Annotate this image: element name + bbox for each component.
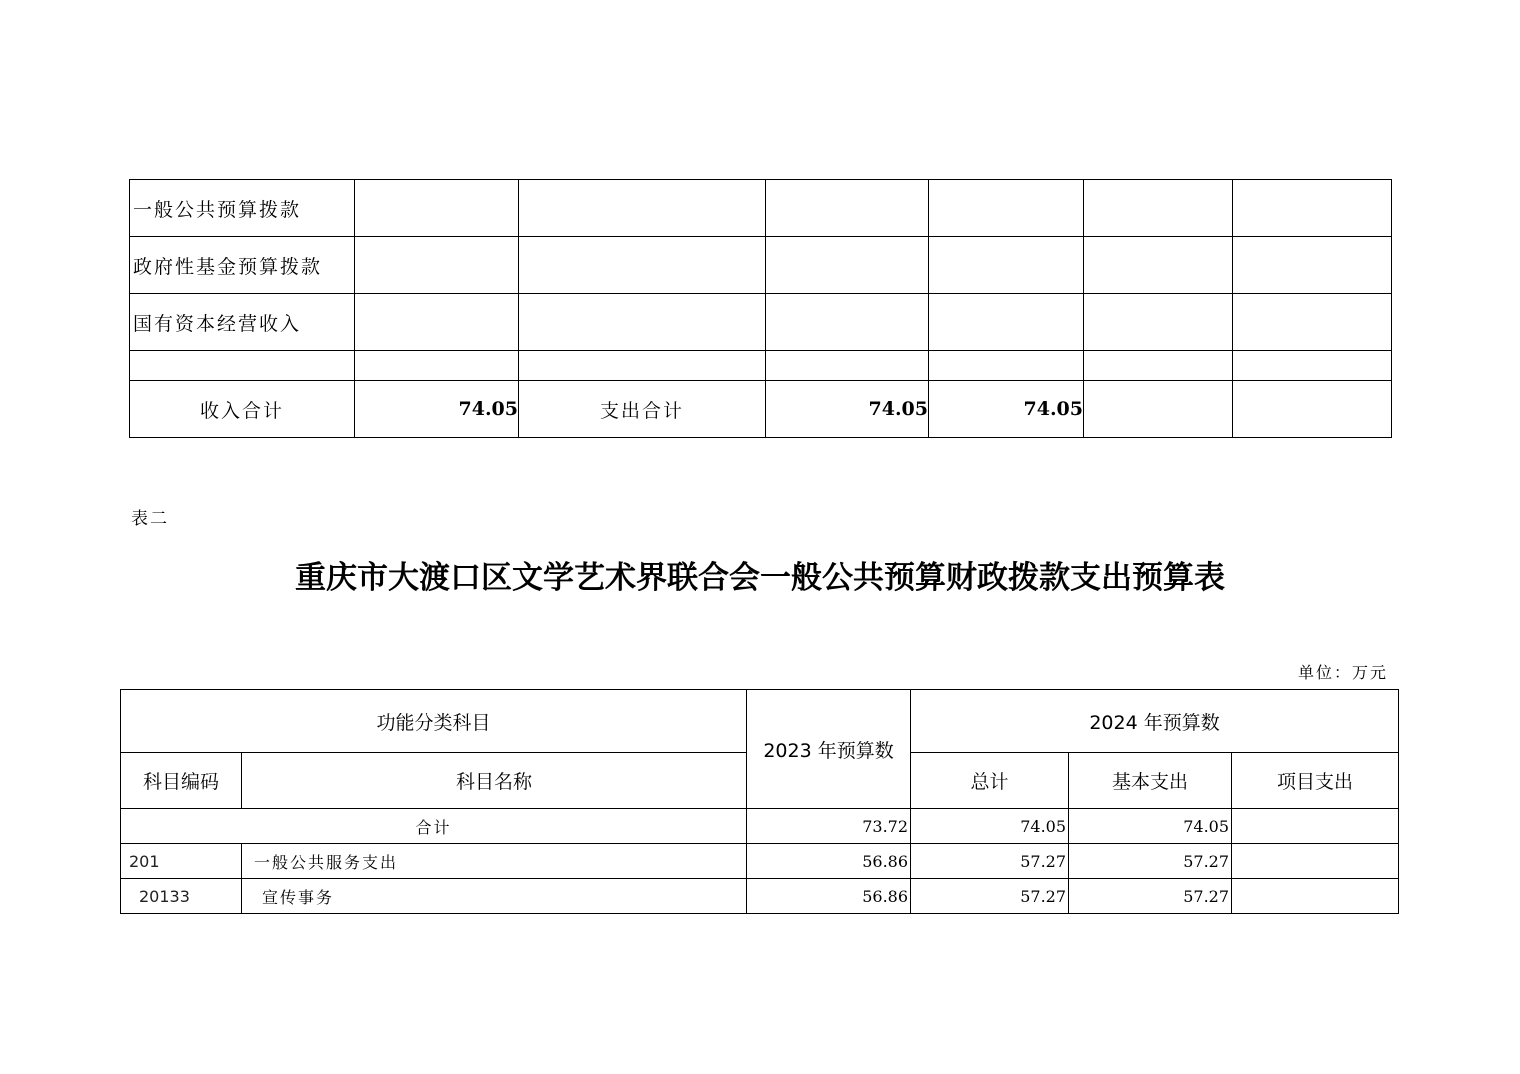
project-value bbox=[1232, 809, 1399, 844]
basic-value: 74.05 bbox=[1069, 809, 1232, 844]
subject-name: 宣传事务 bbox=[242, 879, 747, 914]
header-row bbox=[121, 690, 1399, 753]
total-header: 总计 bbox=[911, 753, 1069, 809]
table-row bbox=[130, 351, 1392, 381]
income-total-value: 74.05 bbox=[355, 381, 519, 438]
subject-name-header: 科目名称 bbox=[242, 753, 747, 809]
expense-total-value: 74.05 bbox=[766, 381, 929, 438]
subject-code: 201 bbox=[121, 844, 242, 879]
row-label bbox=[130, 351, 355, 381]
project-value bbox=[1232, 879, 1399, 914]
total-value: 57.27 bbox=[911, 879, 1069, 914]
function-category-header: 功能分类科目 bbox=[121, 690, 747, 753]
budget-2024-header: 2024 年预算数 bbox=[911, 690, 1399, 753]
table-row bbox=[130, 180, 1392, 237]
table-row bbox=[121, 879, 1399, 914]
basic-value: 57.27 bbox=[1069, 879, 1232, 914]
row-label: 一般公共预算拨款 bbox=[130, 180, 355, 237]
total-value: 74.05 bbox=[911, 809, 1069, 844]
page-title: 重庆市大渡口区文学艺术界联合会一般公共预算财政拨款支出预算表 bbox=[295, 560, 1225, 596]
total-value: 57.27 bbox=[911, 844, 1069, 879]
row-label: 政府性基金预算拨款 bbox=[130, 237, 355, 294]
budget-expenditure-table bbox=[120, 689, 1399, 914]
total-row bbox=[130, 381, 1392, 438]
income-expense-summary-table bbox=[129, 179, 1392, 438]
table-label: 表二 bbox=[131, 509, 169, 529]
income-total-label: 收入合计 bbox=[130, 381, 355, 438]
summary-row bbox=[121, 809, 1399, 844]
subject-name: 一般公共服务支出 bbox=[242, 844, 747, 879]
project-expense-header: 项目支出 bbox=[1232, 753, 1399, 809]
budget-2023-value: 73.72 bbox=[747, 809, 911, 844]
basic-value: 57.27 bbox=[1069, 844, 1232, 879]
budget-2023-value: 56.86 bbox=[747, 844, 911, 879]
table-row bbox=[121, 844, 1399, 879]
subject-code-header: 科目编码 bbox=[121, 753, 242, 809]
basic-expense-header: 基本支出 bbox=[1069, 753, 1232, 809]
subject-code: 20133 bbox=[121, 879, 242, 914]
budget-2023-header: 2023 年预算数 bbox=[747, 690, 911, 809]
project-value bbox=[1232, 844, 1399, 879]
expense-total-label: 支出合计 bbox=[519, 381, 766, 438]
row-label: 国有资本经营收入 bbox=[130, 294, 355, 351]
table-row bbox=[130, 237, 1392, 294]
budget-2023-value: 56.86 bbox=[747, 879, 911, 914]
summary-label: 合计 bbox=[121, 809, 747, 844]
table-row bbox=[130, 294, 1392, 351]
expense-total-value-2: 74.05 bbox=[929, 381, 1084, 438]
unit-label: 单位：万元 bbox=[1298, 663, 1389, 682]
